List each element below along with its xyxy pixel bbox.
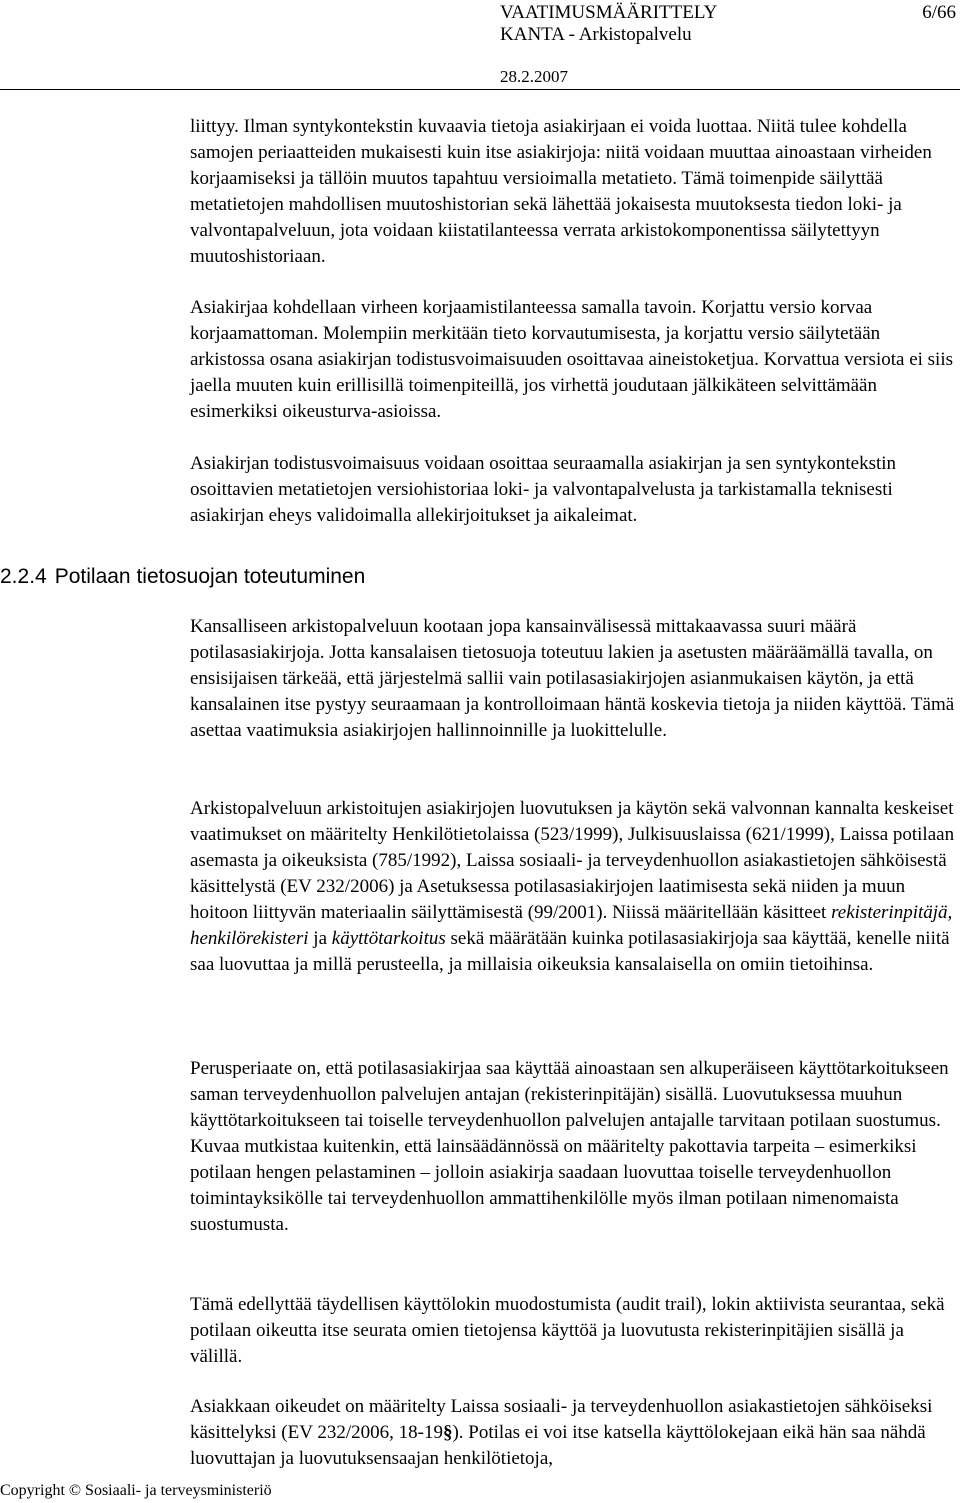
paragraph-legislation-part-a: Arkistopalveluun arkistoitujen asiakirjojen luovutuksen ja käytön sekä valvonnan kannalta keskeiset vaatimukset on määritelty Henkilötietolaissa (523/1999), Julkisuuslaissa (621/1999), Laissa potilaan asemasta ja oikeuksista (785/1992), Laissa sosiaali- ja terveydenhuollon asiakastietojen sähköisestä käsittelystä (EV 232/2006) ja Asetuksessa potilasasiakirjojen laatimisesta sekä niiden ja muun hoitoon liittyvän materiaalin säilyttämisestä (99/2001). Niissä määritellään käsitteet <box>190 798 955 923</box>
section-sign: § <box>442 1422 453 1443</box>
paragraph-client-rights <box>190 1394 958 1472</box>
paragraph-audit-trail: Tämä edellyttää täydellisen käyttölokin muodostumista (audit trail), lokin aktiivista seurantaa, sekä potilaan oikeutta itse seurata omien tietojensa käyttöä ja luovutusta rekisterinpitäjien sisällä ja välillä. <box>190 1294 945 1367</box>
page-number: 6/66 <box>922 2 956 23</box>
term-purpose-of-use: käyttötarkoitus <box>331 928 446 949</box>
paragraph-evidential-value: Asiakirjan todistusvoimaisuus voidaan osoittaa seuraamalla asiakirjan ja sen syntykontekstin osoittavien metatietojen versiohistoriaa loki- ja valvontapalvelusta ja tarkistamalla teknisesti asiakirjan eheys validoimalla allekirjoitukset ja aikaleimat. <box>190 453 897 526</box>
paragraph-legislation-part-b: ja <box>308 928 332 949</box>
page-header <box>500 2 960 46</box>
paragraph-legislation <box>190 796 958 978</box>
paragraph-basic-principle: Perusperiaate on, että potilasasiakirjaa saa käyttää ainoastaan sen alkuperäiseen käyttötarkoitukseen saman terveydenhuollon palvelujen antajan (rekisterinpitäjän) sisällä. Luovutuksessa muuhun käyttötarkoitukseen tai toiselle terveydenhuollon palvelujen antajalle tarvitaan potilaan suostumus. Kuvaa mutkistaa kuitenkin, että lainsäädännössä on määritelty pakottavia tarpeita – esimerkiksi potilaan hengen pelastaminen – jolloin asiakirja saadaan luovuttaa toiselle terveydenhuollon toimintayksikölle tai terveydenhuollon ammattihenkilölle myös ilman potilaan nimenomaista suostumusta. <box>190 1058 949 1235</box>
document-subtitle: KANTA - Arkistopalvelu <box>500 24 692 45</box>
paragraph-metadata-versioning: liittyy. Ilman syntykontekstin kuvaavia tietoja asiakirjaan ei voida luottaa. Niitä tulee kohdella samojen periaatteiden mukaisesti kuin itse asiakirjoja: niitä voidaan muuttaa ainoastaan virheiden korjaamiseksi ja tällöin muutos tapahtuu versioimalla metatieto. Tämä toimenpide säilyttää metatietojen mahdollisen muutoshistorian sekä lähettää jokaisesta muutoksesta tiedon loki- ja valvontapalveluun, jota voidaan kiistatilanteessa verrata arkistokomponentissa säilytettyyn muutoshistoriaan. <box>190 116 932 267</box>
paragraph-client-rights-part-a: Asiakkaan oikeudet on määritelty Laissa sosiaali- ja terveydenhuollon asiakastietojen sähköiseksi käsittelyksi (EV 232/2006, 18-19 <box>190 1396 933 1443</box>
header-divider <box>0 89 960 90</box>
paragraph-client-rights-part-b: ). Potilas ei voi itse katsella käyttölokejaan eikä hän saa nähdä luovuttajan ja luovutuksensaajan henkilötietoja, <box>190 1422 926 1469</box>
paragraph-legislation-part-c: sekä määrätään kuinka potilasasiakirjoja saa käyttää, kenelle niitä saa luovuttaa ja millä perusteella, ja millaisia oikeuksia kansalaisella on omiin tietoihinsa. <box>190 928 950 975</box>
section-title: Potilaan tietosuojan toteutuminen <box>54 565 366 588</box>
page-footer-copyright: Copyright © Sosiaali- ja terveysministeriö <box>0 1482 272 1499</box>
header-title-row <box>500 2 960 24</box>
paragraph-national-archive: Kansalliseen arkistopalveluun kootaan jopa kansainvälisessä mittakaavassa suuri määrä potilasasiakirjoja. Jotta kansalaisen tietosuoja toteutuu lakien ja asetusten määräämällä tavalla, on ensisijaisen tärkeää, että järjestelmä sallii vain potilasasiakirjojen asianmukaisen käytön, ja että kansalainen itse pystyy seuraamaan ja kontrolloimaan häntä koskevia tietoja ja niiden käyttöä. Tämä asettaa vaatimuksia asiakirjojen hallinnoinnille ja luokittelulle. <box>190 616 955 741</box>
paragraph-document-correction: Asiakirjaa kohdellaan virheen korjaamistilanteessa samalla tavoin. Korjattu versio korvaa korjaamattoman. Molempiin merkitään tieto korvautumisesta, ja korjattu versio säilytetään arkistossa osana asiakirjan todistusvoimaisuuden osoittavaa aineistoketjua. Korvattua versiota ei siis jaella muuten kuin erillisillä toimenpiteillä, jos virhettä joudutaan jälkikäteen selvittämään esimerkiksi oikeusturva-asioissa. <box>190 297 953 422</box>
document-date: 28.2.2007 <box>500 67 568 86</box>
section-number: 2.2.4 <box>0 565 47 588</box>
section-heading <box>0 564 365 590</box>
document-title: VAATIMUSMÄÄRITTELY <box>500 2 718 23</box>
term-registrar-personal-register: rekisterinpitäjä, henkilörekisteri <box>190 902 953 949</box>
